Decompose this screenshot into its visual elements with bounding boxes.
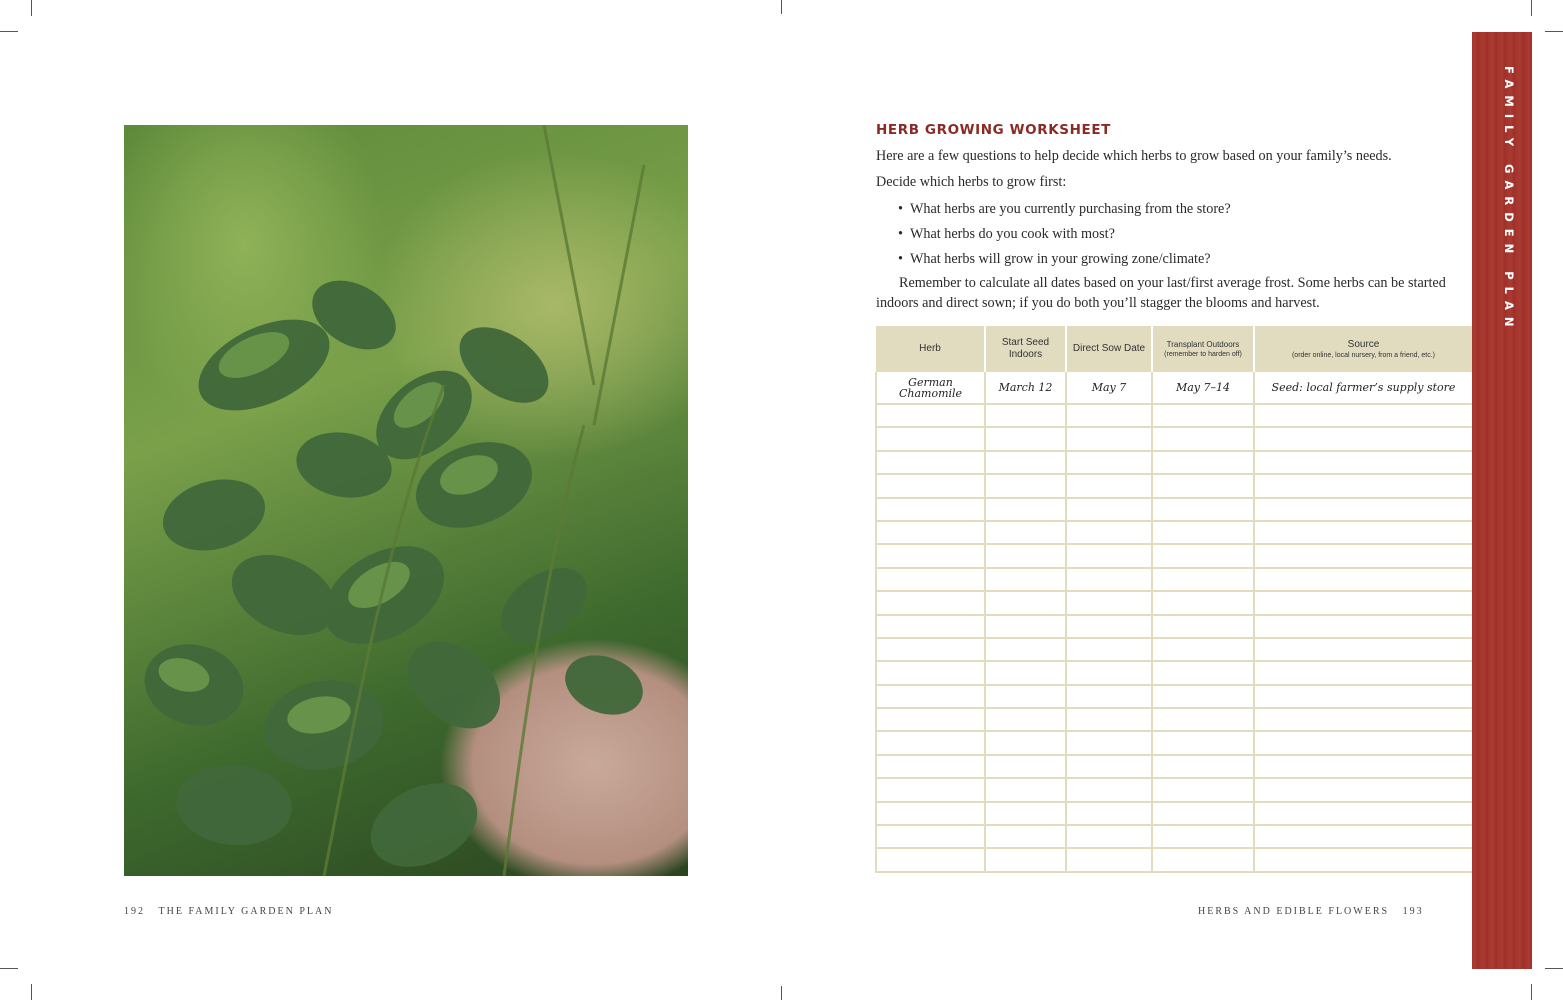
cell-transplant[interactable] [1152,825,1254,848]
cell-transplant[interactable] [1152,498,1254,521]
header-direct-sow: Direct Sow Date [1066,326,1152,372]
cell-source[interactable] [1254,661,1473,684]
table-row [876,404,1473,427]
cell-transplant[interactable] [1152,731,1254,754]
header-transplant [1152,326,1254,372]
chapter-title-footer: HERBS AND EDIBLE FLOWERS [1198,906,1390,917]
cell-transplant[interactable] [1152,661,1254,684]
header-source-label: Source [1347,338,1380,350]
cell-transplant[interactable] [1152,451,1254,474]
cell-herb[interactable] [876,498,985,521]
oregano-leaves-illustration [124,125,688,876]
cell-herb[interactable] [876,638,985,661]
cell-source[interactable] [1254,474,1473,497]
cell-source[interactable] [1254,451,1473,474]
table-row [876,372,1473,404]
cell-herb[interactable] [876,474,985,497]
table-row [876,498,1473,521]
cell-direct-sow[interactable] [1066,638,1152,661]
cell-start-seed[interactable] [985,451,1066,474]
cell-start-seed[interactable] [985,825,1066,848]
cell-direct-sow[interactable] [1066,802,1152,825]
cell-transplant[interactable] [1152,638,1254,661]
cell-direct-sow[interactable] [1066,755,1152,778]
table-row [876,638,1473,661]
cell-direct-sow[interactable] [1066,474,1152,497]
cell-herb[interactable] [876,778,985,801]
table-row [876,731,1473,754]
cell-herb[interactable] [876,661,985,684]
cell-transplant[interactable] [1152,685,1254,708]
cell-start-seed[interactable] [985,778,1066,801]
sidebar-label: FAMILY GARDEN PLAN [1502,66,1516,334]
cell-source[interactable] [1254,685,1473,708]
book-title-footer: THE FAMILY GARDEN PLAN [158,906,334,917]
header-start-seed: Start Seed Indoors [985,326,1066,372]
cell-direct-sow[interactable] [1066,498,1152,521]
crop-mark [0,31,18,32]
cell-direct-sow[interactable] [1066,544,1152,567]
header-source [1254,326,1473,372]
cell-herb[interactable] [876,591,985,614]
cell-transplant[interactable]: May 7–14 [1152,372,1254,404]
cell-source[interactable] [1254,638,1473,661]
cell-start-seed[interactable] [985,638,1066,661]
cell-transplant[interactable] [1152,778,1254,801]
header-source-note: (order online, local nursery, from a friend, etc.) [1291,351,1436,359]
cell-direct-sow[interactable] [1066,731,1152,754]
table-row [876,848,1473,871]
footer-right [1198,906,1424,917]
cell-start-seed[interactable] [985,544,1066,567]
herb-worksheet-table [875,326,1474,873]
cell-source[interactable] [1254,568,1473,591]
cell-direct-sow[interactable] [1066,591,1152,614]
table-row [876,427,1473,450]
cell-start-seed[interactable] [985,498,1066,521]
cell-herb[interactable] [876,451,985,474]
crop-mark [0,968,18,969]
cell-source[interactable] [1254,544,1473,567]
cell-start-seed[interactable] [985,615,1066,638]
crop-mark [1545,968,1563,969]
cell-start-seed[interactable] [985,685,1066,708]
cell-direct-sow[interactable] [1066,521,1152,544]
table-row [876,451,1473,474]
cell-start-seed[interactable] [985,427,1066,450]
cell-direct-sow[interactable] [1066,685,1152,708]
cell-source[interactable] [1254,427,1473,450]
intro-text: Here are a few questions to help decide which herbs to grow based on your family’s needs. [876,148,1392,164]
cell-transplant[interactable] [1152,848,1254,871]
header-transplant-label: Transplant Outdoors [1166,339,1240,349]
table-row [876,521,1473,544]
cell-start-seed[interactable] [985,731,1066,754]
cell-source[interactable] [1254,755,1473,778]
table-row [876,685,1473,708]
cell-herb[interactable] [876,404,985,427]
cell-herb[interactable] [876,731,985,754]
cell-start-seed[interactable] [985,848,1066,871]
cell-herb[interactable]: German Chamomile [876,372,985,404]
cell-direct-sow[interactable] [1066,708,1152,731]
page-number-right: 193 [1402,906,1424,917]
table-row [876,825,1473,848]
header-transplant-note: (remember to harden off) [1164,350,1242,358]
cell-source[interactable] [1254,825,1473,848]
crop-mark [1531,0,1532,16]
cell-herb[interactable] [876,708,985,731]
cell-source[interactable] [1254,848,1473,871]
cell-source[interactable] [1254,615,1473,638]
crop-mark [1545,31,1563,32]
crop-mark [31,984,32,1000]
cell-herb[interactable] [876,848,985,871]
table-row [876,544,1473,567]
cell-source[interactable] [1254,591,1473,614]
cell-source[interactable] [1254,521,1473,544]
question-item: • What herbs do you cook with most? [898,222,1231,247]
cell-herb[interactable] [876,755,985,778]
table-row [876,661,1473,684]
cell-transplant[interactable] [1152,427,1254,450]
crop-mark [781,0,782,14]
cell-transplant[interactable] [1152,544,1254,567]
cell-direct-sow[interactable] [1066,778,1152,801]
cell-start-seed[interactable] [985,568,1066,591]
cell-source[interactable] [1254,498,1473,521]
cell-transplant[interactable] [1152,568,1254,591]
cell-transplant[interactable] [1152,708,1254,731]
question-item: • What herbs will grow in your growing zone/climate? [898,247,1231,272]
cell-transplant[interactable] [1152,802,1254,825]
cell-source[interactable]: Seed: local farmer’s supply store [1254,372,1473,404]
cell-herb[interactable] [876,615,985,638]
cell-direct-sow[interactable] [1066,568,1152,591]
cell-herb[interactable] [876,568,985,591]
cell-start-seed[interactable] [985,708,1066,731]
table-row [876,615,1473,638]
page-number-left: 192 [124,906,145,917]
cell-herb[interactable] [876,825,985,848]
cell-start-seed[interactable] [985,755,1066,778]
table-row [876,474,1473,497]
table-row [876,778,1473,801]
table-row [876,755,1473,778]
question-list [898,197,1231,272]
cell-source[interactable] [1254,731,1473,754]
crop-mark [31,0,32,16]
cell-direct-sow[interactable] [1066,848,1152,871]
cell-transplant[interactable] [1152,474,1254,497]
cell-direct-sow[interactable] [1066,825,1152,848]
decide-text: Decide which herbs to grow first: [876,174,1067,190]
cell-herb[interactable] [876,521,985,544]
reminder-text: Remember to calculate all dates based on your last/first average frost. Some herbs can be started indoors and direct sown; if you do both you’ll stagger the blooms and harvest. [876,275,1446,311]
cell-source[interactable] [1254,802,1473,825]
cell-transplant[interactable] [1152,615,1254,638]
cell-transplant[interactable] [1152,521,1254,544]
cell-direct-sow[interactable] [1066,404,1152,427]
cell-source[interactable] [1254,708,1473,731]
crop-mark [1531,984,1532,1000]
cell-herb[interactable] [876,802,985,825]
cell-herb[interactable] [876,427,985,450]
cell-herb[interactable] [876,685,985,708]
cell-source[interactable] [1254,778,1473,801]
cell-start-seed[interactable] [985,474,1066,497]
cell-start-seed[interactable] [985,802,1066,825]
footer-left [124,906,333,917]
section-title: HERB GROWING WORKSHEET [876,122,1111,138]
cell-direct-sow[interactable] [1066,451,1152,474]
table-row [876,708,1473,731]
cell-direct-sow[interactable] [1066,661,1152,684]
cell-transplant[interactable] [1152,591,1254,614]
cell-transplant[interactable] [1152,755,1254,778]
table-row [876,568,1473,591]
crop-mark [781,986,782,1000]
cell-direct-sow[interactable]: May 7 [1066,372,1152,404]
herb-plant-photo [124,125,688,876]
cell-start-seed[interactable] [985,661,1066,684]
table-row [876,591,1473,614]
question-item: • What herbs are you currently purchasing from the store? [898,197,1231,222]
cell-direct-sow[interactable] [1066,427,1152,450]
table-header-row [876,326,1473,372]
table-row [876,802,1473,825]
cell-start-seed[interactable] [985,404,1066,427]
cell-start-seed[interactable] [985,591,1066,614]
cell-start-seed[interactable] [985,521,1066,544]
cell-start-seed[interactable]: March 12 [985,372,1066,404]
header-herb: Herb [876,326,985,372]
cell-direct-sow[interactable] [1066,615,1152,638]
cell-transplant[interactable] [1152,404,1254,427]
cell-source[interactable] [1254,404,1473,427]
cell-herb[interactable] [876,544,985,567]
